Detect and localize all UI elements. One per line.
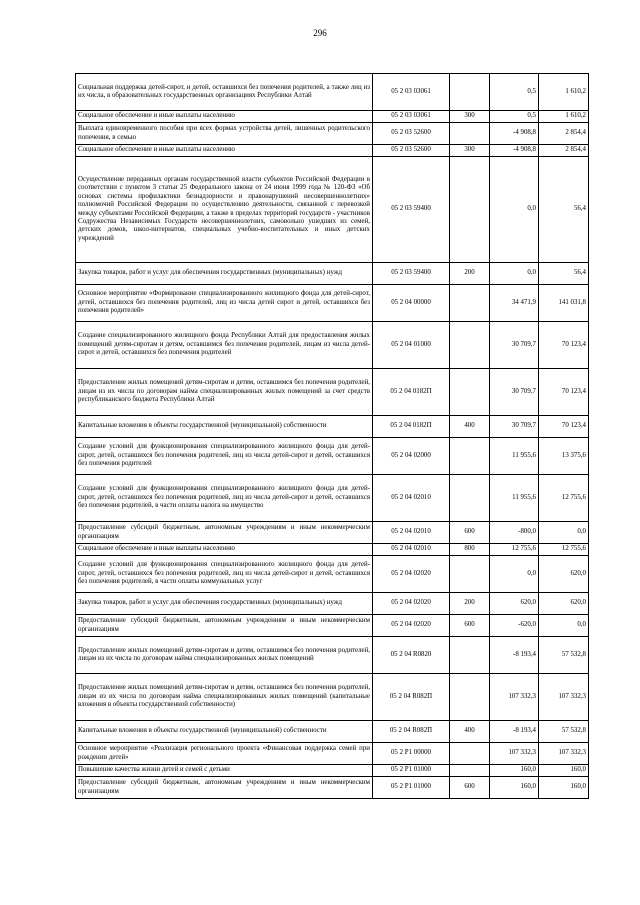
table-row — [76, 615, 589, 637]
cell-amount-total: 141 031,8 — [539, 285, 589, 322]
cell-amount-total: 2 854,4 — [539, 145, 589, 157]
cell-amount-change: 160,0 — [490, 777, 539, 799]
cell-expense-type: 600 — [450, 615, 490, 637]
cell-code: 05 2 04 0182П — [373, 416, 450, 438]
table-row — [76, 475, 589, 522]
cell-code: 05 2 04 02020 — [373, 593, 450, 615]
cell-code: 05 2 03 03061 — [373, 74, 450, 111]
table-row — [76, 111, 589, 123]
page-number: 296 — [313, 28, 327, 38]
cell-amount-change: 0,5 — [490, 111, 539, 123]
cell-amount-change: 160,0 — [490, 765, 539, 777]
cell-code: 05 2 04 02010 — [373, 475, 450, 522]
cell-expense-type: 200 — [450, 263, 490, 285]
cell-name: Создание условий для функционирования специализированного жилищного фонда для детей-сирот, детей, оставшихся без попечения родителей, лиц из числа детей-сирот и детей, оставшихся без попечения родителей, в части оплаты налога на имущество — [76, 475, 373, 522]
cell-code: 05 2 04 R082П — [373, 721, 450, 743]
table-row — [76, 721, 589, 743]
cell-expense-type: 400 — [450, 721, 490, 743]
cell-expense-type — [450, 322, 490, 369]
cell-expense-type — [450, 637, 490, 674]
cell-amount-change: 34 471,9 — [490, 285, 539, 322]
cell-name: Предоставление субсидий бюджетным, автономным учреждениям и иным некоммерческим организациям — [76, 615, 373, 637]
cell-expense-type: 600 — [450, 777, 490, 799]
cell-amount-change: -620,0 — [490, 615, 539, 637]
cell-amount-total: 70 123,4 — [539, 322, 589, 369]
cell-code: 05 2 04 02020 — [373, 615, 450, 637]
cell-expense-type — [450, 285, 490, 322]
cell-amount-change: -4 908,8 — [490, 145, 539, 157]
cell-name: Социальное обеспечение и иные выплаты населению — [76, 111, 373, 123]
cell-name: Предоставление жилых помещений детям-сиротам и детям, оставшимся без попечения родителей, лицам из их числа по договорам найма специализированных жилых помещений (капитальные вложения в объекты государственной собственности) — [76, 674, 373, 721]
cell-name: Социальное обеспечение и иные выплаты населению — [76, 145, 373, 157]
cell-amount-total: 1 610,2 — [539, 111, 589, 123]
cell-name: Предоставление жилых помещений детям-сиротам и детям, оставшимся без попечения родителей, лицам из их числа по договорам найма специализированных жилых помещений — [76, 637, 373, 674]
cell-code: 05 2 03 52600 — [373, 145, 450, 157]
cell-amount-total: 13 375,6 — [539, 438, 589, 475]
cell-amount-total: 57 532,8 — [539, 721, 589, 743]
cell-name: Создание условий для функционирования специализированного жилищного фонда для детей-сирот, детей, оставшихся без попечения родителей, лиц из числа детей-сирот и детей, оставшихся без попечения родителей, в части оплаты коммунальных услуг — [76, 556, 373, 593]
table-row — [76, 145, 589, 157]
cell-code: 05 2 04 00000 — [373, 285, 450, 322]
cell-expense-type — [450, 743, 490, 765]
table-row — [76, 637, 589, 674]
cell-name: Закупка товаров, работ и услуг для обеспечения государственных (муниципальных) нужд — [76, 263, 373, 285]
cell-amount-total: 12 755,6 — [539, 475, 589, 522]
cell-amount-total: 107 332,3 — [539, 743, 589, 765]
cell-name: Закупка товаров, работ и услуг для обеспечения государственных (муниципальных) нужд — [76, 593, 373, 615]
cell-expense-type — [450, 475, 490, 522]
cell-expense-type — [450, 369, 490, 416]
cell-amount-change: 0,5 — [490, 74, 539, 111]
cell-amount-total: 0,0 — [539, 522, 589, 544]
cell-code: 05 2 P1 01000 — [373, 765, 450, 777]
cell-name: Выплата единовременного пособия при всех формах устройства детей, лишенных родительского попечения, в семью — [76, 123, 373, 145]
cell-amount-change: 30 709,7 — [490, 322, 539, 369]
cell-name: Предоставление субсидий бюджетным, автономным учреждениям и иным некоммерческим организациям — [76, 522, 373, 544]
table-row — [76, 743, 589, 765]
cell-expense-type: 300 — [450, 111, 490, 123]
table-row — [76, 593, 589, 615]
cell-name: Капитальные вложения в объекты государственной (муниципальной) собственности — [76, 721, 373, 743]
table-row — [76, 322, 589, 369]
table-row — [76, 74, 589, 111]
cell-expense-type — [450, 438, 490, 475]
budget-table — [75, 73, 589, 799]
cell-code: 05 2 03 59400 — [373, 157, 450, 263]
table-row — [76, 369, 589, 416]
cell-amount-change: -8 193,4 — [490, 637, 539, 674]
cell-code: 05 2 P1 01000 — [373, 777, 450, 799]
cell-code: 05 2 04 02010 — [373, 522, 450, 544]
cell-expense-type — [450, 157, 490, 263]
cell-name: Создание условий для функционирования специализированного жилищного фонда для детей-сирот, детей, оставшихся без попечения родителей, лиц из числа детей-сирот и детей, оставшихся без попечения родителей — [76, 438, 373, 475]
cell-amount-change: 0,0 — [490, 556, 539, 593]
cell-expense-type: 200 — [450, 593, 490, 615]
cell-code: 05 2 04 02010 — [373, 544, 450, 556]
cell-amount-change: -8 193,4 — [490, 721, 539, 743]
table-row — [76, 123, 589, 145]
cell-amount-total: 2 854,4 — [539, 123, 589, 145]
cell-name: Повышение качества жизни детей и семей с детьми — [76, 765, 373, 777]
cell-code: 05 2 04 02020 — [373, 556, 450, 593]
cell-code: 05 2 03 03061 — [373, 111, 450, 123]
cell-amount-change: 107 332,3 — [490, 743, 539, 765]
table-row — [76, 157, 589, 263]
cell-amount-total: 0,0 — [539, 615, 589, 637]
cell-amount-total: 70 123,4 — [539, 416, 589, 438]
table-row — [76, 285, 589, 322]
cell-name: Предоставление субсидий бюджетным, автономным учреждениям и иным некоммерческим организациям — [76, 777, 373, 799]
cell-name: Капитальные вложения в объекты государственной (муниципальной) собственности — [76, 416, 373, 438]
cell-amount-total: 107 332,3 — [539, 674, 589, 721]
cell-amount-change: 107 332,3 — [490, 674, 539, 721]
cell-amount-total: 1 610,2 — [539, 74, 589, 111]
table-row — [76, 674, 589, 721]
cell-amount-change: 30 709,7 — [490, 416, 539, 438]
cell-code: 05 2 04 R0820 — [373, 637, 450, 674]
cell-code: 05 2 04 R082П — [373, 674, 450, 721]
cell-expense-type — [450, 556, 490, 593]
cell-name: Социальное обеспечение и иные выплаты населению — [76, 544, 373, 556]
cell-amount-change: 620,0 — [490, 593, 539, 615]
cell-name: Осуществление переданных органам государственной власти субъектов Российской Федерации в соответствии с пунктом 3 статьи 25 Федерального закона от 24 июня 1999 года № 120-ФЗ «Об основах системы профилактики безнадзорности и правонарушений несовершеннолетних» полномочий Российской Федерации по осуществлению деятельности, связанной с перевозкой между субъектами Российской Федерации, а также в пределах территорий государств - участников Содружества Независимых Государств несовершеннолетних, самовольно ушедших из семей, детских домов, школ-интернатов, специальных учебно-воспитательных и иных детских учреждений — [76, 157, 373, 263]
cell-amount-change: 11 955,6 — [490, 438, 539, 475]
cell-name: Основное мероприятие «Формирование специализированного жилищного фонда для детей-сирот, детей, оставшихся без попечения родителей, лиц из числа детей сирот и детей, оставшихся без попечения родителей» — [76, 285, 373, 322]
cell-expense-type — [450, 674, 490, 721]
table-row — [76, 438, 589, 475]
cell-expense-type: 800 — [450, 544, 490, 556]
cell-amount-change: 30 709,7 — [490, 369, 539, 416]
budget-table-body — [76, 74, 589, 799]
cell-amount-total: 620,0 — [539, 593, 589, 615]
cell-amount-total: 57 532,8 — [539, 637, 589, 674]
table-row — [76, 522, 589, 544]
table-row — [76, 765, 589, 777]
cell-expense-type: 600 — [450, 522, 490, 544]
cell-code: 05 2 P1 00000 — [373, 743, 450, 765]
cell-amount-total: 160,0 — [539, 765, 589, 777]
cell-expense-type — [450, 74, 490, 111]
table-row — [76, 416, 589, 438]
table-row — [76, 263, 589, 285]
cell-amount-total: 12 755,6 — [539, 544, 589, 556]
cell-amount-change: -4 908,8 — [490, 123, 539, 145]
cell-code: 05 2 03 59400 — [373, 263, 450, 285]
cell-name: Создание специализированного жилищного фонда Республики Алтай для предоставления жилых помещений детям-сиротам и детям, оставшимся без попечения родителей, лицам из числа детей-сирот и детей, оставшихся без попечения родителей — [76, 322, 373, 369]
cell-amount-change: 12 755,6 — [490, 544, 539, 556]
cell-expense-type — [450, 123, 490, 145]
cell-amount-total: 160,0 — [539, 777, 589, 799]
cell-name: Социальная поддержка детей-сирот, и детей, оставшихся без попечения родителей, а также лиц из их числа, в образовательных государственных организациях Республики Алтай — [76, 74, 373, 111]
cell-expense-type: 400 — [450, 416, 490, 438]
cell-expense-type — [450, 765, 490, 777]
cell-amount-total: 620,0 — [539, 556, 589, 593]
cell-code: 05 2 04 01000 — [373, 322, 450, 369]
cell-name: Предоставление жилых помещений детям-сиротам и детям, оставшимся без попечения родителей, лицам из их числа по договорам найма специализированных жилых помещений за счет средств республиканского бюджета Республики Алтай — [76, 369, 373, 416]
cell-amount-total: 70 123,4 — [539, 369, 589, 416]
table-row — [76, 556, 589, 593]
cell-amount-change: -800,0 — [490, 522, 539, 544]
cell-code: 05 2 04 0182П — [373, 369, 450, 416]
cell-amount-change: 0,0 — [490, 157, 539, 263]
table-row — [76, 544, 589, 556]
cell-code: 05 2 03 52600 — [373, 123, 450, 145]
cell-name: Основное мероприятие «Реализация регионального проекта «Финансовая поддержка семей при рождении детей» — [76, 743, 373, 765]
table-row — [76, 777, 589, 799]
cell-amount-change: 11 955,6 — [490, 475, 539, 522]
cell-expense-type: 300 — [450, 145, 490, 157]
cell-amount-change: 0,0 — [490, 263, 539, 285]
cell-amount-total: 56,4 — [539, 263, 589, 285]
cell-code: 05 2 04 02000 — [373, 438, 450, 475]
cell-amount-total: 56,4 — [539, 157, 589, 263]
